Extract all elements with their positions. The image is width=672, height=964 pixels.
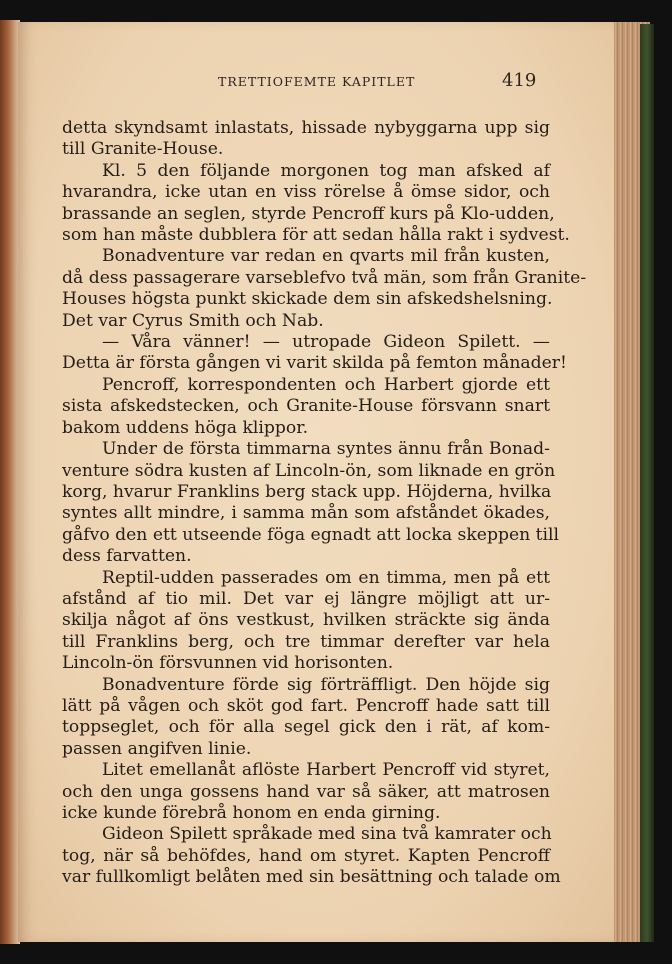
text-line: lätt på vågen och sköt god fart. Pencroff hade satt till	[62, 695, 550, 716]
text-line: tog, när så behöfdes, hand om styret. Kapten Pencroff	[62, 845, 550, 866]
text-line: hvarandra, icke utan en viss rörelse å ömse sidor, och	[62, 182, 550, 203]
text-line: icke kunde förebrå honom en enda girning.	[62, 803, 441, 823]
text-line: Gideon Spilett språkade med sina två kamrater och	[102, 824, 552, 845]
text-line: till Granite-House.	[62, 139, 224, 160]
text-line: Lincoln-ön försvunnen vid horisonten.	[62, 653, 394, 674]
page-number: 419	[502, 70, 537, 91]
text-line: Under de första timmarna syntes ännu från Bonad-	[102, 439, 550, 460]
text-line: toppseglet, och för alla segel gick den i rät, af kom-	[62, 717, 550, 738]
running-header	[18, 70, 614, 104]
body-text	[62, 118, 587, 889]
text-line: afstånd af tio mil. Det var ej längre möjligt att ur-	[62, 588, 550, 609]
text-line: Reptil-udden passerades om en timma, men på ett	[102, 567, 550, 588]
text-line: Houses högsta punkt skickade dem sin afskedshelsning.	[62, 289, 553, 310]
book-cover-edge	[640, 24, 654, 942]
text-line: venture södra kusten af Lincoln-ön, som liknade en grön	[62, 460, 556, 481]
text-line: sista afskedstecken, och Granite-House försvann snart	[62, 396, 550, 417]
text-line: Kl. 5 den följande morgonen tog man afsked af	[102, 160, 550, 181]
book-page	[18, 22, 614, 942]
text-line: Litet emellanåt aflöste Harbert Pencroff vid styret,	[102, 760, 550, 781]
text-line: skilja något af öns vestkust, hvilken sträckte sig ända	[62, 610, 550, 631]
text-line: Det var Cyrus Smith och Nab.	[62, 310, 324, 331]
text-line: Detta är första gången vi varit skilda på femton månader!	[62, 353, 567, 374]
text-line: som han måste dubblera för att sedan hålla rakt i sydvest.	[62, 225, 570, 246]
text-line: bakom uddens höga klippor.	[62, 417, 309, 438]
text-line: detta skyndsamt inlastats, hissade nybyggarna upp sig	[62, 118, 550, 138]
text-line: passen angifven linie.	[62, 738, 252, 759]
chapter-title: TRETTIOFEMTE KAPITLET	[218, 74, 416, 89]
text-line: gåfvo den ett utseende föga egnadt att locka skeppen till	[62, 524, 560, 545]
text-line: Bonadventure förde sig förträffligt. Den höjde sig	[102, 674, 550, 695]
text-line: till Franklins berg, och tre timmar derefter var hela	[62, 631, 550, 652]
text-line: — Våra vänner! — utropade Gideon Spilett. —	[102, 332, 550, 353]
text-line: brassande an seglen, styrde Pencroff kurs på Klo-udden,	[62, 203, 555, 224]
text-line: Bonadventure var redan en qvarts mil från kusten,	[102, 246, 550, 267]
text-line: korg, hvarur Franklins berg stack upp. Höjderna, hvilka	[62, 481, 552, 502]
text-line: dess farvatten.	[62, 546, 192, 567]
text-line: Pencroff, korrespondenten och Harbert gjorde ett	[102, 374, 550, 395]
text-line: syntes allt mindre, i samma mån som afståndet ökades,	[62, 503, 550, 524]
binding-gutter	[0, 20, 20, 944]
text-line: och den unga gossens hand var så säker, att matrosen	[62, 781, 550, 802]
text-line: var fullkomligt belåten med sin besättning och talade om	[62, 867, 561, 888]
text-line: då dess passagerare varseblefvo två män, som från Granite-	[62, 267, 587, 288]
